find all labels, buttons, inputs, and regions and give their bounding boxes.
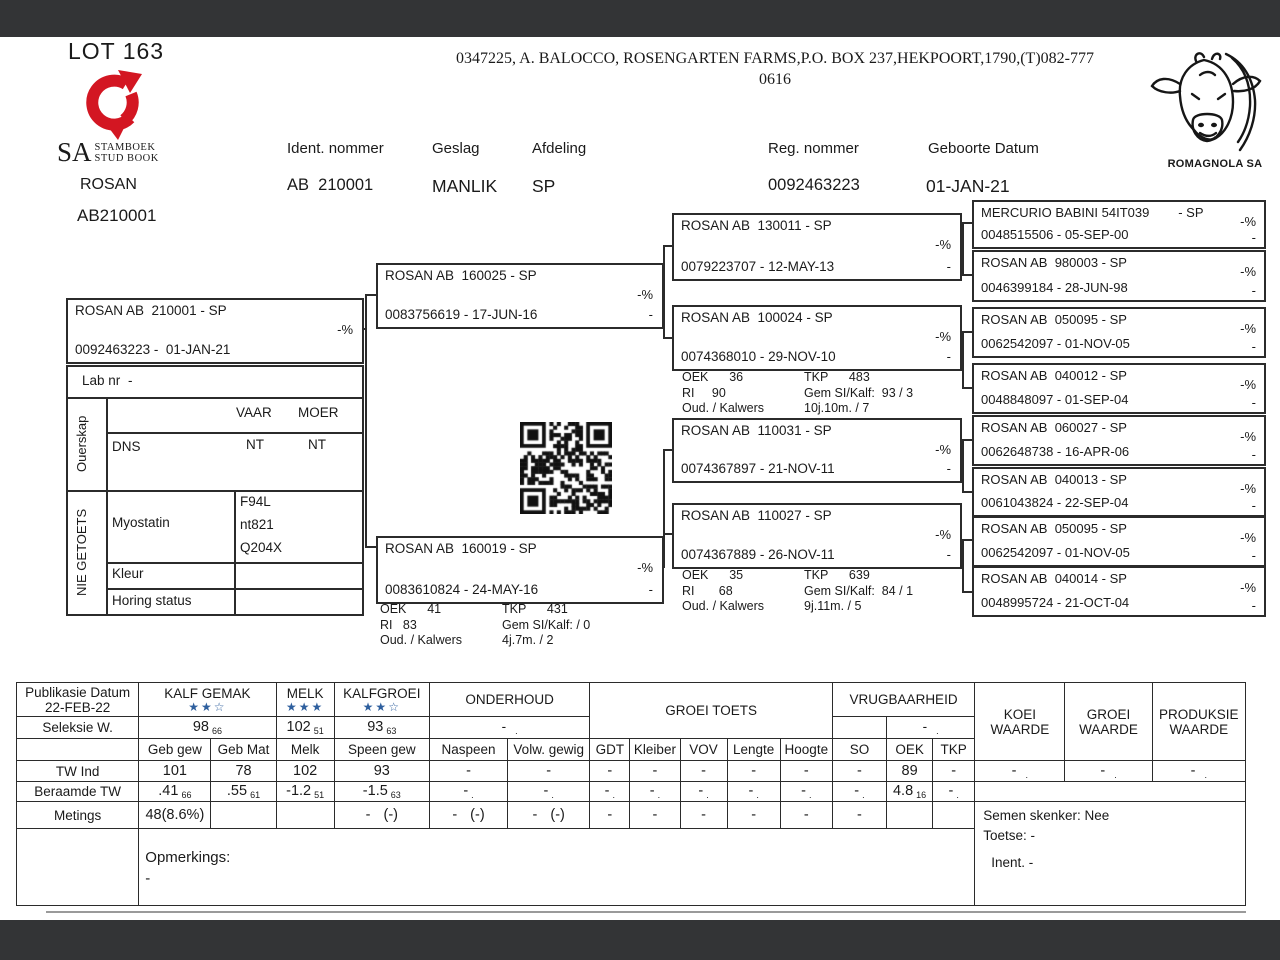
value-dash: - bbox=[946, 349, 951, 364]
col-speen-gew: Speen gew bbox=[334, 739, 429, 761]
pedigree-box-g4-8 bbox=[972, 566, 1266, 617]
opmerkings-value: - bbox=[145, 870, 151, 887]
animal-title: ROSAN AB 160019 - SP bbox=[385, 541, 537, 556]
animal-title: ROSAN AB 100024 - SP bbox=[681, 310, 833, 325]
ouerskap-label: Ouerskap bbox=[74, 415, 89, 472]
metings-row: Metings 48(8.6%) - (-) - (-) - (-) - - - - - - Semen skenker: Nee Toetse: - Inent. - bbox=[17, 802, 1246, 829]
reg-and-date: 0046399184 - 28-JUN-98 bbox=[981, 280, 1128, 295]
col-geb-mat: Geb Mat bbox=[211, 739, 276, 761]
pedigree-box-g4-5 bbox=[972, 415, 1266, 466]
animal-title: ROSAN AB 980003 - SP bbox=[981, 255, 1127, 270]
col-geb-gew: Geb gew bbox=[139, 739, 211, 761]
inbreeding-pct: -% bbox=[935, 527, 951, 542]
inbreeding-pct: -% bbox=[1240, 530, 1256, 545]
groei-toets-header: GROEI TOETS bbox=[590, 683, 833, 739]
value-dash: - bbox=[946, 259, 951, 274]
animal-title: ROSAN AB 050095 - SP bbox=[981, 312, 1127, 327]
animal-title: MERCURIO BABINI 54IT039 - SP bbox=[981, 205, 1204, 220]
col-volw-gewig: Volw. gewig bbox=[508, 739, 590, 761]
animal-id: AB210001 bbox=[77, 206, 157, 225]
produksie-waarde-header: PRODUKSIE WAARDE bbox=[1152, 683, 1245, 761]
col-oek: OEK bbox=[887, 739, 933, 761]
inbreeding-pct: -% bbox=[1240, 321, 1256, 336]
col-so: SO bbox=[832, 739, 886, 761]
col-hoogte: Hoogte bbox=[780, 739, 832, 761]
animal-name: ROSAN bbox=[80, 176, 137, 193]
pedigree-box-g4-3 bbox=[972, 307, 1266, 358]
reg-and-date: 0083610824 - 24-MAY-16 bbox=[385, 582, 539, 597]
breeder-address bbox=[395, 48, 1155, 90]
beraamde-tw-label: Beraamde TW bbox=[17, 782, 139, 802]
onderhoud-header: ONDERHOUD bbox=[429, 683, 589, 717]
myostatin-value-2: nt821 bbox=[240, 517, 274, 532]
animal-title: ROSAN AB 160025 - SP bbox=[385, 268, 537, 283]
reg-and-date: 0062542097 - 01-NOV-05 bbox=[981, 336, 1130, 351]
value-dash: - bbox=[1251, 339, 1256, 354]
pedigree-box-sire bbox=[376, 263, 664, 329]
reg-and-date: 0048995724 - 21-OCT-04 bbox=[981, 595, 1130, 610]
reg-and-date: 0062648738 - 16-APR-06 bbox=[981, 444, 1130, 459]
afdeling-label: Afdeling bbox=[532, 140, 587, 157]
lab-nr-label: Lab nr bbox=[82, 373, 121, 388]
g3-2-stats: OEK 36 TKP 483 RI 90 Gem SI/Kalf: 93 / 3 Oud. / Kalwers 10j.10m. / 7 bbox=[682, 370, 914, 415]
reg-and-date: 0061043824 - 22-SEP-04 bbox=[981, 495, 1129, 510]
reg-nommer-value: 0092463223 bbox=[768, 176, 860, 194]
opmerkings-label: Opmerkings: bbox=[145, 849, 231, 866]
afdeling-value: SP bbox=[532, 176, 556, 196]
metings-label: Metings bbox=[17, 802, 139, 829]
value-dash: - bbox=[1251, 498, 1256, 513]
col-gdt: GDT bbox=[590, 739, 630, 761]
value-dash: - bbox=[1251, 230, 1256, 245]
value-dash: - bbox=[1251, 548, 1256, 563]
vrugbaarheid-header: VRUGBAARHEID bbox=[832, 683, 974, 717]
col-kleiber: Kleiber bbox=[630, 739, 680, 761]
dns-vaar-value: NT bbox=[246, 437, 264, 452]
pedigree-box-g4-6 bbox=[972, 467, 1266, 517]
bottom-bar bbox=[0, 920, 1280, 960]
kalf-gemak-stars: ★★☆ bbox=[188, 699, 227, 714]
pedigree-box-g3-3 bbox=[672, 418, 962, 483]
value-dash: - bbox=[946, 461, 951, 476]
animal-title: ROSAN AB 040014 - SP bbox=[981, 571, 1127, 586]
koei-waarde-header: KOEI WAARDE bbox=[975, 683, 1065, 761]
dns-label: DNS bbox=[112, 439, 141, 454]
value-dash: - bbox=[648, 307, 653, 322]
sa-stamboek-logo-icon bbox=[74, 70, 152, 140]
address-line2: 0616 bbox=[759, 71, 791, 88]
inbreeding-pct: -% bbox=[1240, 481, 1256, 496]
myostatin-value-3: Q204X bbox=[240, 540, 283, 555]
connector-line bbox=[365, 294, 378, 548]
address-line1: 0347225, A. BALOCCO, ROSENGARTEN FARMS,P.O. BOX 237,HEKPOORT,1790,(T)082-777 bbox=[456, 50, 1094, 67]
col-vov: VOV bbox=[680, 739, 727, 761]
melk-stars: ★★★ bbox=[286, 699, 325, 714]
moer-header: MOER bbox=[298, 405, 339, 420]
ident-nommer-label: Ident. nommer bbox=[287, 140, 384, 157]
pedigree-box-g4-2 bbox=[972, 250, 1266, 302]
inbreeding-pct: -% bbox=[1240, 214, 1256, 229]
myostatin-label: Myostatin bbox=[112, 515, 170, 530]
inbreeding-pct: -% bbox=[337, 322, 353, 337]
reg-and-date: 0074367897 - 21-NOV-11 bbox=[681, 461, 835, 476]
seleksie-kalf-gemak: 98 $_{66}$ bbox=[139, 717, 276, 739]
semen-skenker-cell bbox=[975, 802, 1246, 906]
inbreeding-pct: -% bbox=[935, 442, 951, 457]
vaar-header: VAAR bbox=[236, 405, 272, 420]
pedigree-box-g3-1 bbox=[672, 213, 962, 281]
tw-ind-row: TW Ind 101 78 102 93 - - - - - - - - 89 - - $_.$ - $_.$ - $_.$ bbox=[17, 761, 1246, 782]
logo-sa: SA bbox=[57, 137, 92, 167]
animal-title: ROSAN AB 210001 - SP bbox=[75, 303, 227, 318]
value-dash: - bbox=[1251, 395, 1256, 410]
dns-moer-value: NT bbox=[308, 437, 326, 452]
inbreeding-pct: -% bbox=[935, 329, 951, 344]
col-lengte: Lengte bbox=[727, 739, 780, 761]
inbreeding-pct: -% bbox=[637, 560, 653, 575]
waarde-blank-cell bbox=[975, 782, 1246, 802]
reg-and-date: 0062542097 - 01-NOV-05 bbox=[981, 545, 1130, 560]
reg-and-date: 0048515506 - 05-SEP-00 bbox=[981, 227, 1129, 242]
vrugbaarheid-sub: - $_.$ bbox=[887, 717, 975, 739]
qr-code bbox=[520, 422, 612, 514]
inbreeding-pct: -% bbox=[1240, 264, 1256, 279]
animal-title: ROSAN AB 060027 - SP bbox=[981, 420, 1127, 435]
semen-skenker-line: Semen skenker: Nee bbox=[983, 808, 1110, 823]
pedigree-box-dam bbox=[376, 536, 664, 604]
col-naspeen: Naspeen bbox=[429, 739, 507, 761]
inbreeding-pct: -% bbox=[935, 237, 951, 252]
publikasie-datum-cell: Publikasie Datum 22-FEB-22 bbox=[17, 683, 139, 717]
nie-getoets-label: NIE GETOETS bbox=[74, 508, 89, 596]
beraamde-tw-row: Beraamde TW .41 $_{66}$ .55 $_{61}$ -1.2 $_{51}$ -1.5 $_{63}$ - $_.$ - $_.$ - $_.$ - $_.$ - $_.$ - $_.$ - $_.$ - $_.$ 4.8 $_{16}$ - $_.$ bbox=[17, 782, 1246, 802]
melk-header: MELK ★★★ bbox=[276, 683, 334, 717]
value-dash: - bbox=[1251, 598, 1256, 613]
pedigree-box-g4-7 bbox=[972, 516, 1266, 567]
inbreeding-pct: -% bbox=[637, 287, 653, 302]
geslag-value: MANLIK bbox=[432, 176, 498, 196]
g3-4-stats: OEK 35 TKP 639 RI 68 Gem SI/Kalf: 84 / 1 Oud. / Kalwers 9j.11m. / 5 bbox=[682, 568, 914, 613]
pedigree-box-g3-4 bbox=[672, 503, 962, 569]
inbreeding-pct: -% bbox=[1240, 377, 1256, 392]
horing-status-label: Horing status bbox=[112, 593, 192, 608]
inbreeding-pct: -% bbox=[1240, 580, 1256, 595]
reg-and-date: 0048848097 - 01-SEP-04 bbox=[981, 392, 1129, 407]
vrugbaarheid-sub-so bbox=[832, 717, 886, 739]
opmerkings-cell bbox=[139, 829, 975, 906]
pedigree-box-main bbox=[66, 298, 364, 364]
value-dash: - bbox=[648, 582, 653, 597]
footer-rule bbox=[46, 911, 1246, 913]
reg-and-date: 0083756619 - 17-JUN-16 bbox=[385, 307, 538, 322]
animal-title: ROSAN AB 050095 - SP bbox=[981, 521, 1127, 536]
inent-line: Inent. - bbox=[991, 855, 1034, 870]
genetics-info-table bbox=[66, 365, 364, 616]
reg-nommer-label: Reg. nommer bbox=[768, 140, 859, 157]
groei-waarde-header: GROEI WAARDE bbox=[1065, 683, 1152, 761]
tw-ind-label: TW Ind bbox=[17, 761, 139, 782]
lab-nr-value: - bbox=[128, 373, 133, 388]
kalfgroei-stars: ★★☆ bbox=[362, 699, 401, 714]
sa-stamboek-logo-text bbox=[57, 139, 159, 166]
seleksie-w-label: Seleksie W. bbox=[17, 717, 139, 739]
connector-line bbox=[663, 449, 672, 451]
value-dash: - bbox=[1251, 283, 1256, 298]
toetse-line: Toetse: - bbox=[983, 828, 1036, 843]
kleur-label: Kleur bbox=[112, 566, 144, 581]
pedigree-box-g3-2 bbox=[672, 305, 962, 371]
romagnola-label: ROMAGNOLA SA bbox=[1167, 158, 1263, 170]
kalf-gemak-header: KALF GEMAK ★★☆ bbox=[139, 683, 276, 717]
col-tkp: TKP bbox=[933, 739, 975, 761]
seleksie-kalfgroei: 93 $_{63}$ bbox=[334, 717, 429, 739]
logo-caption: STAMBOEK STUD BOOK bbox=[94, 142, 159, 164]
tw-ind-produksie: - $_.$ bbox=[1152, 761, 1245, 782]
geslag-label: Geslag bbox=[432, 140, 480, 157]
reg-and-date: 0079223707 - 12-MAY-13 bbox=[681, 259, 835, 274]
ident-nommer-value: AB 210001 bbox=[287, 176, 374, 194]
animal-title: ROSAN AB 110031 - SP bbox=[681, 423, 832, 438]
seleksie-melk: 102 $_{51}$ bbox=[276, 717, 334, 739]
animal-title: ROSAN AB 130011 - SP bbox=[681, 218, 832, 233]
top-bar bbox=[0, 0, 1280, 37]
value-dash: - bbox=[1251, 447, 1256, 462]
value-dash: - bbox=[946, 547, 951, 562]
animal-title: ROSAN AB 040012 - SP bbox=[981, 368, 1127, 383]
onderhoud-sub: - $_.$ bbox=[429, 717, 589, 739]
myostatin-value-1: F94L bbox=[240, 494, 271, 509]
kalfgroei-header: KALFGROEI ★★☆ bbox=[334, 683, 429, 717]
geboorte-datum-value: 01-JAN-21 bbox=[926, 176, 1010, 196]
reg-and-date: 0074368010 - 29-NOV-10 bbox=[681, 349, 836, 364]
reg-and-date: 0092463223 - 01-JAN-21 bbox=[75, 342, 231, 357]
animal-title: ROSAN AB 040013 - SP bbox=[981, 472, 1127, 487]
romagnola-bull-icon bbox=[1148, 48, 1268, 158]
tw-ind-groei: - $_.$ bbox=[1065, 761, 1152, 782]
inbreeding-pct: -% bbox=[1240, 429, 1256, 444]
tw-ind-koei: - $_.$ bbox=[975, 761, 1065, 782]
col-melk: Melk bbox=[276, 739, 334, 761]
reg-and-date: 0074367889 - 26-NOV-11 bbox=[681, 547, 835, 562]
performance-table bbox=[16, 682, 1246, 906]
animal-title: ROSAN AB 110027 - SP bbox=[681, 508, 832, 523]
connector-line bbox=[663, 533, 672, 535]
geboorte-datum-label: Geboorte Datum bbox=[928, 140, 1039, 157]
publikasie-datum-value: 22-FEB-22 bbox=[45, 699, 111, 715]
pedigree-box-g4-4 bbox=[972, 363, 1266, 414]
dam-stats: OEK 41 TKP 431 RI 83 Gem SI/Kalf: / 0 Oud. / Kalwers 4j.7m. / 2 bbox=[380, 602, 591, 647]
lot-number: LOT 163 bbox=[68, 38, 165, 64]
pedigree-box-g4-1 bbox=[972, 200, 1266, 249]
